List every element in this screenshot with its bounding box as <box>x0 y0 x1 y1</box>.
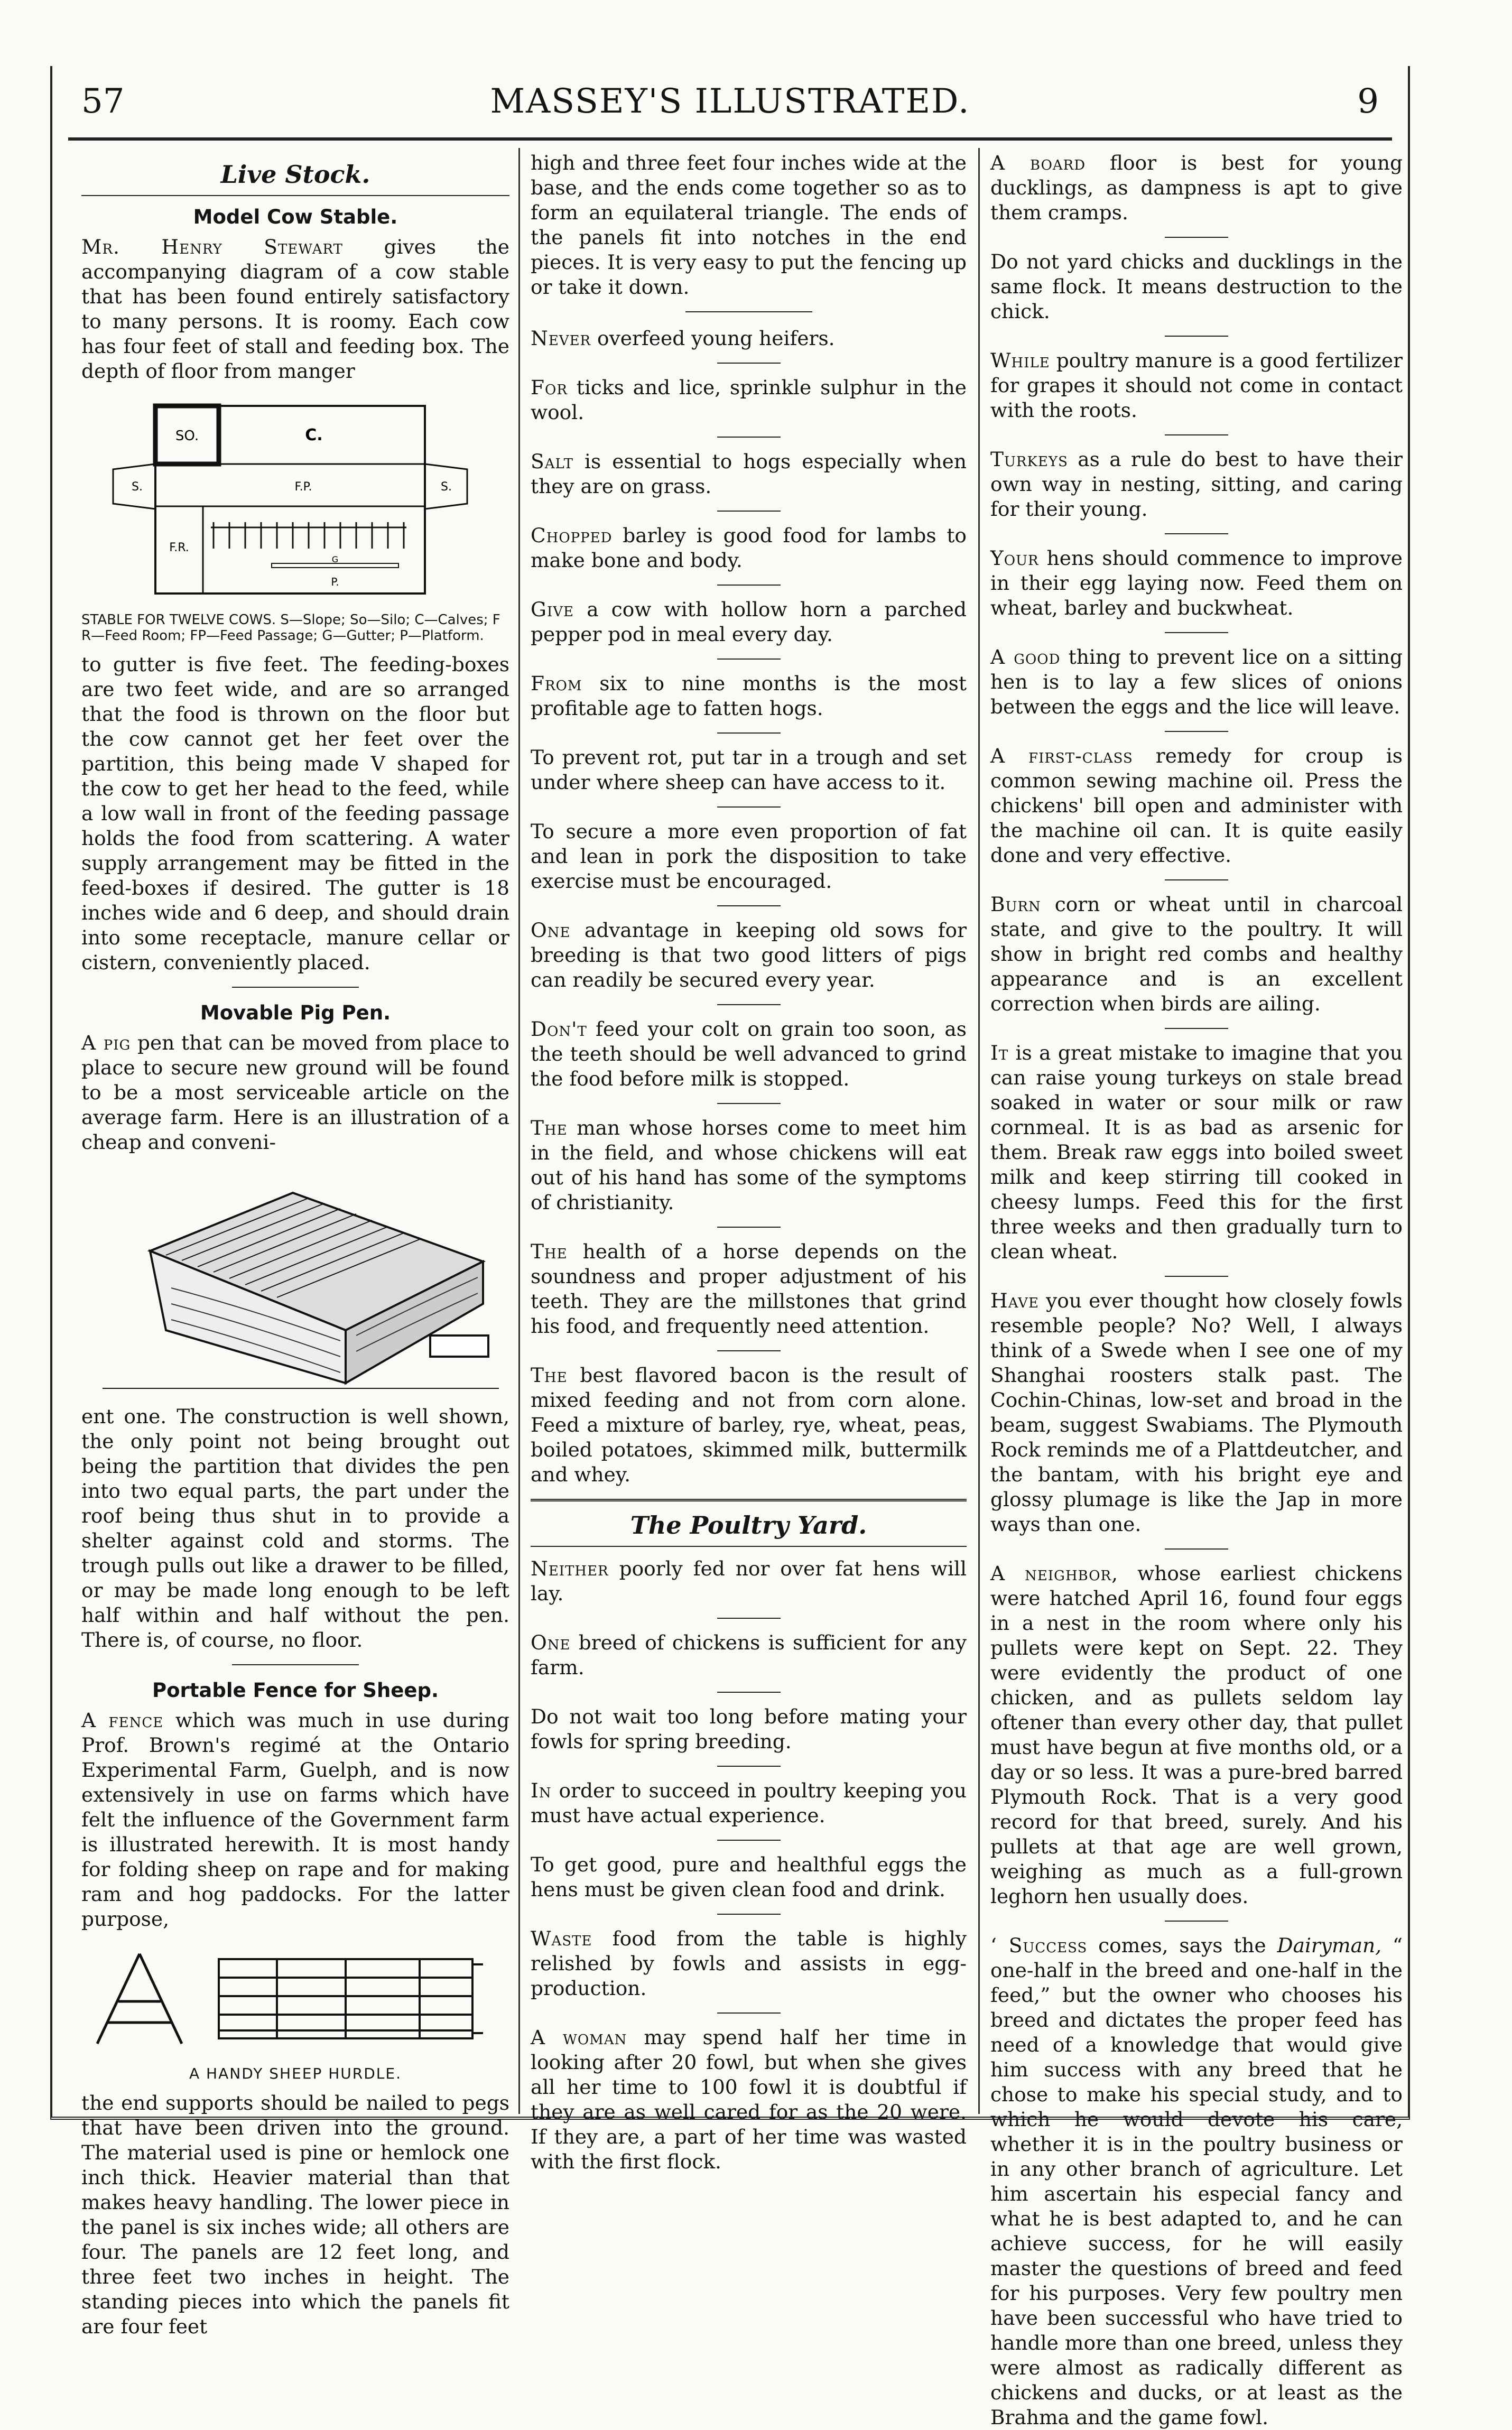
divider <box>1165 1276 1228 1277</box>
section-title-poultry-yard: The Poultry Yard. <box>630 1511 867 1539</box>
note-item: Waste food from the table is highly relished by fowls and assists in egg-production. <box>531 1927 967 2000</box>
page-number-right: 9 <box>1357 82 1379 121</box>
divider <box>717 1350 781 1351</box>
divider <box>717 1227 781 1228</box>
note-item: Neither poorly fed nor over fat hens will lay. <box>531 1557 967 1605</box>
divider <box>717 1692 781 1693</box>
column-2 <box>531 151 967 2173</box>
article-paragraph: ent one. The construction is well shown, the only point not being brought out being the partition that divides the pen into two equal parts, the part under the roof being thus shut in to provide a shelter against cold and storms. The trough pulls out like a drawer to be filled, or may be made long enough to be left half within and half without the pen. There is, of course, no floor. <box>81 1405 509 1652</box>
divider <box>1165 731 1228 732</box>
note-item: Turkeys as a rule do best to have their own way in nesting, sitting, and caring for their young. <box>990 448 1403 521</box>
article-heading: Portable Fence for Sheep. <box>152 1679 439 1702</box>
note-item: One advantage in keeping old sows for breeding is that two good litters of pigs can readily be secured every year. <box>531 919 967 991</box>
note-item: Do not yard chicks and ducklings in the same flock. It means destruction to the chick. <box>990 250 1403 323</box>
divider <box>717 511 781 512</box>
divider <box>1165 1028 1228 1029</box>
divider <box>717 437 781 438</box>
divider <box>717 905 781 906</box>
divider <box>1165 237 1228 238</box>
note-item: In order to succeed in poultry keeping you must have actual experience. <box>531 1779 967 1827</box>
note-item: While poultry manure is a good fertilizer for grapes it should not come in contact with the roots. <box>990 349 1403 422</box>
diagram-label-feed-room: F.R. <box>169 541 189 554</box>
diagram-label-slope: S. <box>441 480 452 494</box>
note-item: The man whose horses come to meet him in the field, and whose chickens will eat out of his hand has some of the symptoms of christianity. <box>531 1116 967 1214</box>
article-paragraph: A pig pen that can be moved from place to place to secure new ground will be found to be a most serviceable article on the average farm. Here is an illustration of a cheap and conveni- <box>81 1031 509 1154</box>
column-divider <box>978 148 980 2114</box>
divider <box>531 1499 967 1501</box>
note-item: To get good, pure and healthful eggs the hens must be given clean food and drink. <box>531 1853 967 1901</box>
article-heading: Movable Pig Pen. <box>200 1001 391 1024</box>
note-item: Your hens should commence to improve in their egg laying now. Feed them on wheat, barley and buckwheat. <box>990 546 1403 619</box>
divider <box>717 1840 781 1841</box>
divider <box>717 585 781 586</box>
note-item: The health of a horse depends on the soundness and proper adjustment of his teeth. They are the millstones that grind his food, and frequently need attention. <box>531 1240 967 1338</box>
article-paragraph: Mr. Henry Stewart gives the accompanying diagram of a cow stable that has been found entirely satisfactory to many persons. It is roomy. Each cow has four feet of stall and feeding box. The depth of floor from manger <box>81 235 509 383</box>
note-item: To prevent rot, put tar in a trough and set under where sheep can have access to it. <box>531 746 967 794</box>
cow-stable-diagram <box>81 395 509 607</box>
hurdle-caption: A HANDY SHEEP HURDLE. <box>189 2065 402 2082</box>
note-item: Give a cow with hollow horn a parched pepper pod in meal every day. <box>531 598 967 646</box>
divider <box>1165 336 1228 337</box>
note-item: Chopped barley is good food for lambs to make bone and body. <box>531 524 967 572</box>
divider <box>1165 1548 1228 1550</box>
diagram-label-silo: SO. <box>175 428 199 444</box>
note-item: A woman may spend half her time in looking after 20 fowl, but when she gives all her time to 100 fowl it is doubtful if they are as well cared for as the 20 were. If they are, a part of her time was wasted with the first flock. <box>531 2026 967 2173</box>
divider <box>1165 879 1228 880</box>
note-item: Have you ever thought how closely fowls resemble people? No? Well, I always think of a Swede when I see one of my Shanghai roosters stalk past. The Cochin-Chinas, low-set and broad in the beam, suggest Swabiams. The Plymouth Rock reminds me of a Plattdeutcher, and the bantam, with his bright eye and glossy plumage is like the Jap in more ways than one. <box>990 1289 1403 1536</box>
diagram-label-gutter: G <box>331 554 339 564</box>
divider <box>1165 434 1228 435</box>
page-number-left: 57 <box>81 82 125 121</box>
article-paragraph: to gutter is five feet. The feeding-boxes are two feet wide, and are so arranged that the food is thrown on the floor but the cow cannot get her feet over the partition, this being made V shaped for the cow to get her head to the feed, while a low wall in front of the feeding passage holds the food from scattering. A water supply arrangement may be fitted in the feed-boxes if desired. The gutter is 18 inches wide and 6 deep, and should drain into some receptacle, manure cellar or cistern, conveniently placed. <box>81 653 509 974</box>
article-paragraph: A fence which was much in use during Prof. Brown's regimé at the Ontario Experimental Farm, Guelph, and is now extensively in use on farms which have felt the influence of the Government farm is illustrated herewith. It is most handy for folding sheep on rape and for making ram and hog paddocks. For the latter purpose, <box>81 1709 509 1931</box>
divider <box>717 1004 781 1005</box>
diagram-label-feed-passage: F.P. <box>294 480 312 494</box>
divider <box>717 806 781 808</box>
column-divider <box>518 148 520 2114</box>
note-item: A good thing to prevent lice on a sitting hen is to lay a few slices of onions between the eggs and the lice will leave. <box>990 645 1403 718</box>
divider <box>717 658 781 660</box>
divider <box>717 1618 781 1619</box>
note-item: A neighbor, whose earliest chickens were hatched April 16, found four eggs in a nest in the room where only his pullets were kept on Sept. 22. They were evidently the product of one chicken, and as pullets seldom lay oftener than every other day, that pullet must have begun at five months old, or a day or so less. It was a pure-bred barred Plymouth Rock. That is a very good record for that breed, surely. And his pullets at that age are well grown, weighing as much as a full-grown leghorn hen usually does. <box>990 1562 1403 1908</box>
note-item: Burn corn or wheat until in charcoal state, and give to the poultry. It will show in bright red combs and healthy appearance and is an excellent correction when birds are ailing. <box>990 893 1403 1015</box>
divider <box>1165 1921 1228 1922</box>
column-1 <box>81 151 509 2338</box>
divider <box>717 2012 781 2014</box>
column-3 <box>990 151 1403 2429</box>
note-item: Do not wait too long before mating your fowls for spring breeding. <box>531 1705 967 1753</box>
divider <box>717 1766 781 1767</box>
note-item: Salt is essential to hogs especially when they are on grass. <box>531 450 967 498</box>
article-paragraph: high and three feet four inches wide at the base, and the ends come together so as to form an equilateral triangle. The ends of the panels fit into notches in the end pieces. It is very easy to put the fencing up or take it down. <box>531 151 967 299</box>
divider <box>1165 533 1228 534</box>
newspaper-page <box>50 66 1410 2429</box>
diagram-label-calves: C. <box>305 426 323 444</box>
note-item: It is a great mistake to imagine that you can raise young turkeys on stale bread soaked in water or sour milk or raw cornmeal. It is as bad as arsenic for them. Break raw eggs into boiled sweet milk and keep stirring till cooked in cheesy lumps. Feed this for the first three weeks and then gradually turn to clean wheat. <box>990 1041 1403 1263</box>
divider <box>717 732 781 734</box>
diagram-caption: STABLE FOR TWELVE COWS. S—Slope; So—Silo; C—Calves; F R—Feed Room; FP—Feed Passage; G—Gutter; P—Platform. <box>81 612 500 644</box>
article-heading: Model Cow Stable. <box>193 206 398 228</box>
divider <box>232 1664 359 1665</box>
divider <box>531 1546 967 1547</box>
divider <box>685 311 812 312</box>
section-title-live-stock: Live Stock. <box>220 160 370 189</box>
note-item: Never overfeed young heifers. <box>531 327 835 350</box>
pig-pen-illustration <box>81 1166 509 1399</box>
note-item: To secure a more even proportion of fat and lean in pork the disposition to take exercise must be encouraged. <box>531 820 967 893</box>
note-item: A board floor is best for young ducklings, as dampness is apt to give them cramps. <box>990 151 1403 224</box>
divider <box>1165 632 1228 633</box>
note-item: ‘ Success comes, says the Dairyman, “ one-half in the breed and one-half in the feed,” but the owner who chooses his breed and dictates the proper feed has need of a knowledge that would give him success with any breed that he chose to make his special study, and to which he would devote his care, whether it is in the poultry business or in any other branch of agriculture. Let him ascertain his especial fancy and what he is best adapted to, and he can achieve success, for he will easily master the questions of breed and feed for his purposes. Very few poultry men have been successful who have tried to handle more than one breed, unless they were almost as radically different as chickens and ducks, or at least as the Brahma and the game fowl. <box>990 1934 1403 2429</box>
note-item: Don't feed your colt on grain too soon, as the teeth should be well advanced to grind the food before milk is stopped. <box>531 1017 967 1090</box>
divider <box>232 987 359 988</box>
divider <box>717 363 781 364</box>
masthead-title: MASSEY'S ILLUSTRATED. <box>490 82 970 121</box>
note-item: From six to nine months is the most profitable age to fatten hogs. <box>531 672 967 720</box>
note-item: The best flavored bacon is the result of mixed feeding and not from corn alone. Feed a mixture of barley, rye, wheat, peas, boiled potatoes, skimmed milk, buttermilk and whey. <box>531 1364 967 1486</box>
note-item: One breed of chickens is sufficient for any farm. <box>531 1631 967 1679</box>
divider <box>81 195 509 196</box>
diagram-label-platform: P. <box>331 576 339 588</box>
header-rule <box>68 137 1392 141</box>
divider <box>717 1914 781 1915</box>
sheep-hurdle-illustration <box>81 1943 509 2060</box>
article-paragraph: the end supports should be nailed to pegs that have been driven into the ground. The material used is pine or hemlock one inch thick. Heavier material than that makes heavy handling. The lower piece in the panel is six inches wide; all others are four. The panels are 12 feet long, and three feet two inches in height. The standing pieces into which the panels fit are four feet <box>81 2091 509 2338</box>
diagram-label-slope: S. <box>132 480 143 494</box>
note-item: For ticks and lice, sprinkle sulphur in the wool. <box>531 376 967 424</box>
note-item: A first-class remedy for croup is common sewing machine oil. Press the chickens' bill open and administer with the machine oil can. It is quite easily done and very effective. <box>990 744 1403 867</box>
divider <box>717 1103 781 1104</box>
